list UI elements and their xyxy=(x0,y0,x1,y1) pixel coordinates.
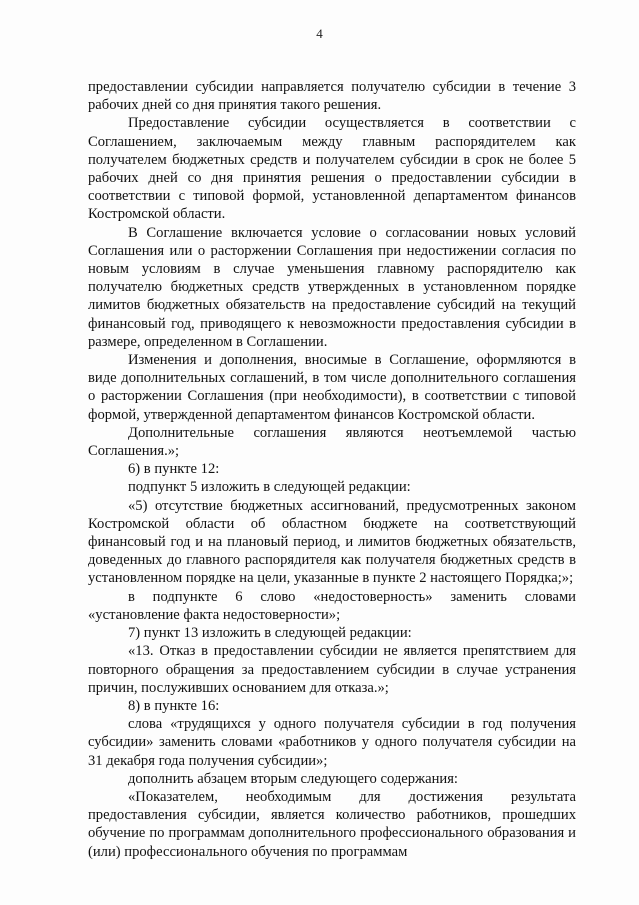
paragraph-11: «13. Отказ в предоставлении субсидии не является препятствием для повторного обращения за предоставлением субсидии в случае устранения причин, послуживших основанием для отказа.»; xyxy=(88,643,576,696)
paragraph-12: 8) в пункте 16: xyxy=(128,697,220,714)
paragraph-5: Дополнительные соглашения являются неотъемлемой частью Соглашения.»; xyxy=(88,424,576,460)
paragraph-7: подпункт 5 изложить в следующей редакции: xyxy=(128,479,411,496)
paragraph-4: Изменения и дополнения, вносимые в Соглашение, оформляются в виде дополнительных соглашений, в том числе дополнительного соглашения о расторжении Соглашения (при необходимости), в соответствии с типовой формой, утвержденной департаментом финансов Костромской области. xyxy=(88,352,576,423)
paragraph-8: «5) отсутствие бюджетных ассигнований, предусмотренных законом Костромской области об областном бюджете на соответствующий финансовый год и на плановый период, и лимитов бюджетных обязательств, доведенных до главного распорядителя как получателя бюджетных средств в установленном порядке на цели, указанные в пункте 2 настоящего Порядка;»; xyxy=(88,497,576,587)
paragraph-10: 7) пункт 13 изложить в следующей редакции: xyxy=(128,625,412,642)
paragraph-3: В Соглашение включается условие о согласовании новых условий Соглашения или о расторжении Соглашения при недостижении согласия по новым условиям в случае уменьшения главному распорядителю как получателю бюджетных средств утвержденных в установленном порядке лимитов бюджетных обязательств на предоставление субсидий на текущий финансовый год, приводящего к невозможности предоставления субсидии в размере, определенном в Соглашении. xyxy=(88,224,576,350)
paragraph-9: в подпункте 6 слово «недостоверность» заменить словами «установление факта недостоверности»; xyxy=(88,588,576,623)
paragraph-15: «Показателем, необходимым для достижения результата предоставления субсидии, является количество работников, прошедших обучение по программам дополнительного профессионального образования и (или) профессионального обучения по программам xyxy=(88,788,576,860)
document-body xyxy=(88,78,576,861)
paragraph-2: Предоставление субсидии осуществляется в соответствии с Соглашением, заключаемым между главным распорядителем как получателем бюджетных средств и получателем субсидии в срок не более 5 рабочих дней со дня принятия решения о предоставлении субсидии в соответствии с типовой формой, установленной департаментом финансов Костромской области. xyxy=(88,115,576,223)
paragraph-14: дополнить абзацем вторым следующего содержания: xyxy=(128,770,458,787)
paragraph-6: 6) в пункте 12: xyxy=(128,461,220,478)
page-number: 4 xyxy=(316,26,323,41)
paragraph-13: слова «трудящихся у одного получателя субсидии в год получения субсидии» заменить словами «работников у одного получателя субсидии на 31 декабря года получения субсидии»; xyxy=(88,716,576,769)
paragraph-1: предоставлении субсидии направляется получателю субсидии в течение 3 рабочих дней со дня принятия такого решения. xyxy=(88,79,576,114)
